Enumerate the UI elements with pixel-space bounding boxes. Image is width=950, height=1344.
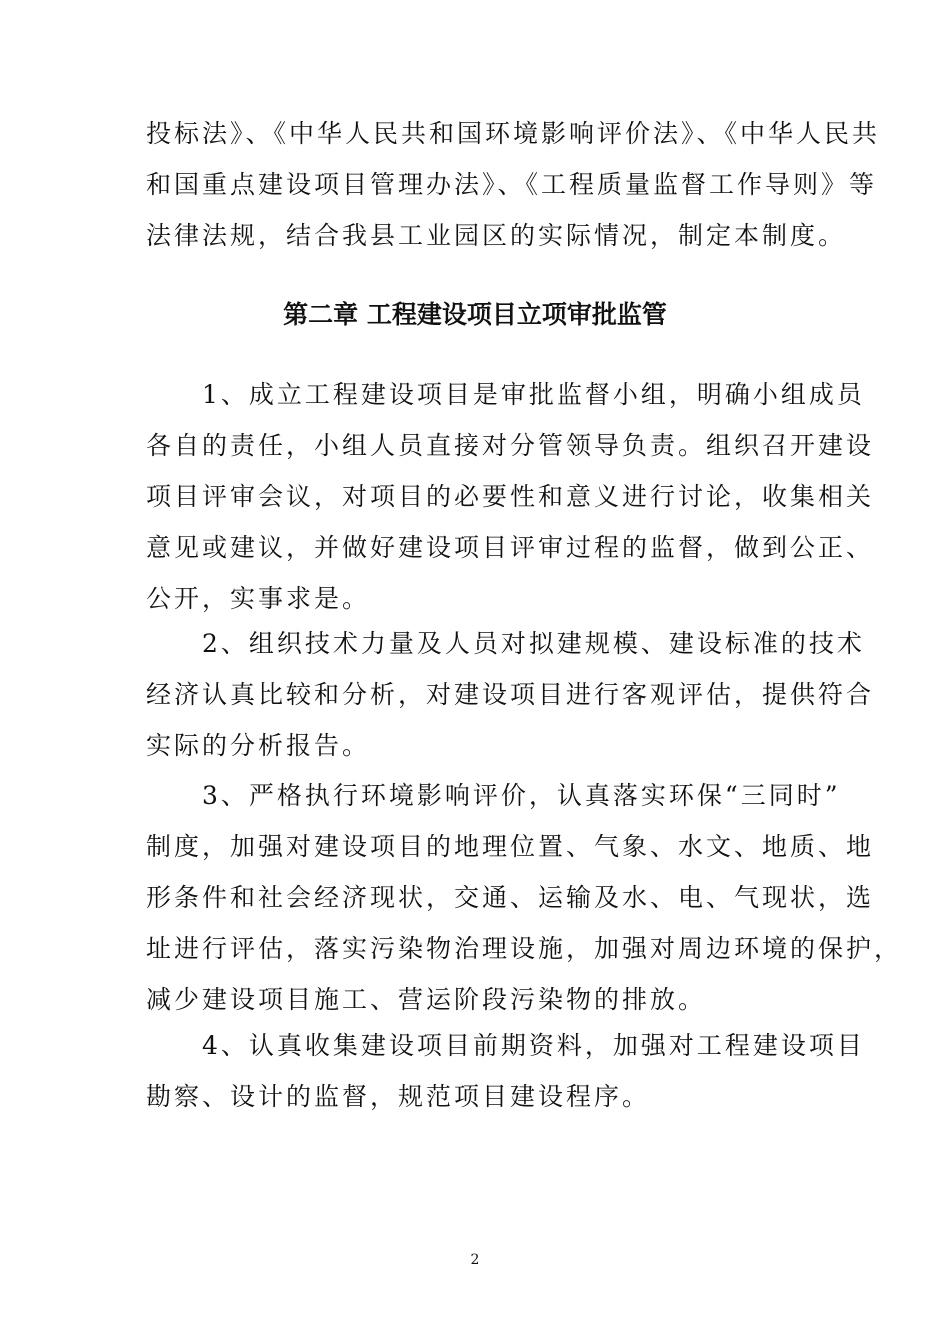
body-text-line: 勘察、设计的监督，规范项目建设程序。 [146,1082,651,1111]
body-text-line: 和国重点建设项目管理办法》、《工程质量监督工作导则》等 [146,170,878,199]
body-text-line: 意见或建议，并做好建设项目评审过程的监督，做到公正、 [146,533,875,562]
body-text-line: 实际的分析报告。 [146,731,371,760]
body-text-line: 公开，实事求是。 [146,584,371,613]
page-number: 2 [470,1252,480,1268]
body-text-line: 减少建设项目施工、营运阶段污染物的排放。 [146,985,707,1014]
body-text-line: 法律法规，结合我县工业园区的实际情况，制定本制度。 [146,221,847,250]
paragraph-first-line: 2、组织技术力量及人员对拟建规模、建设标准的技术 [202,629,865,658]
body-text-line: 形条件和社会经济现状，交通、运输及水、电、气现状，选 [146,883,875,912]
body-text-line: 制度，加强对建设项目的地理位置、气象、水文、地质、地 [146,832,875,861]
paragraph-first-line: 4、认真收集建设项目前期资料，加强对工程建设项目 [202,1031,865,1060]
body-text-line: 址进行评估，落实污染物治理设施，加强对周边环境的保护， [146,934,903,963]
body-text-line: 各自的责任，小组人员直接对分管领导负责。组织召开建设 [146,431,875,460]
body-text-line: 投标法》、《中华人民共和国环境影响评价法》、《中华人民共 [146,119,881,148]
paragraph-first-line: 1、成立工程建设项目是审批监督小组，明确小组成员 [202,380,865,409]
body-text-line: 项目评审会议，对项目的必要性和意义进行讨论，收集相关 [146,482,875,511]
chapter-heading: 第二章 工程建设项目立项审批监管 [283,300,667,329]
body-text-line: 经济认真比较和分析，对建设项目进行客观评估，提供符合 [146,680,875,709]
paragraph-first-line: 3、严格执行环境影响评价，认真落实环保“三同时” [202,781,841,810]
